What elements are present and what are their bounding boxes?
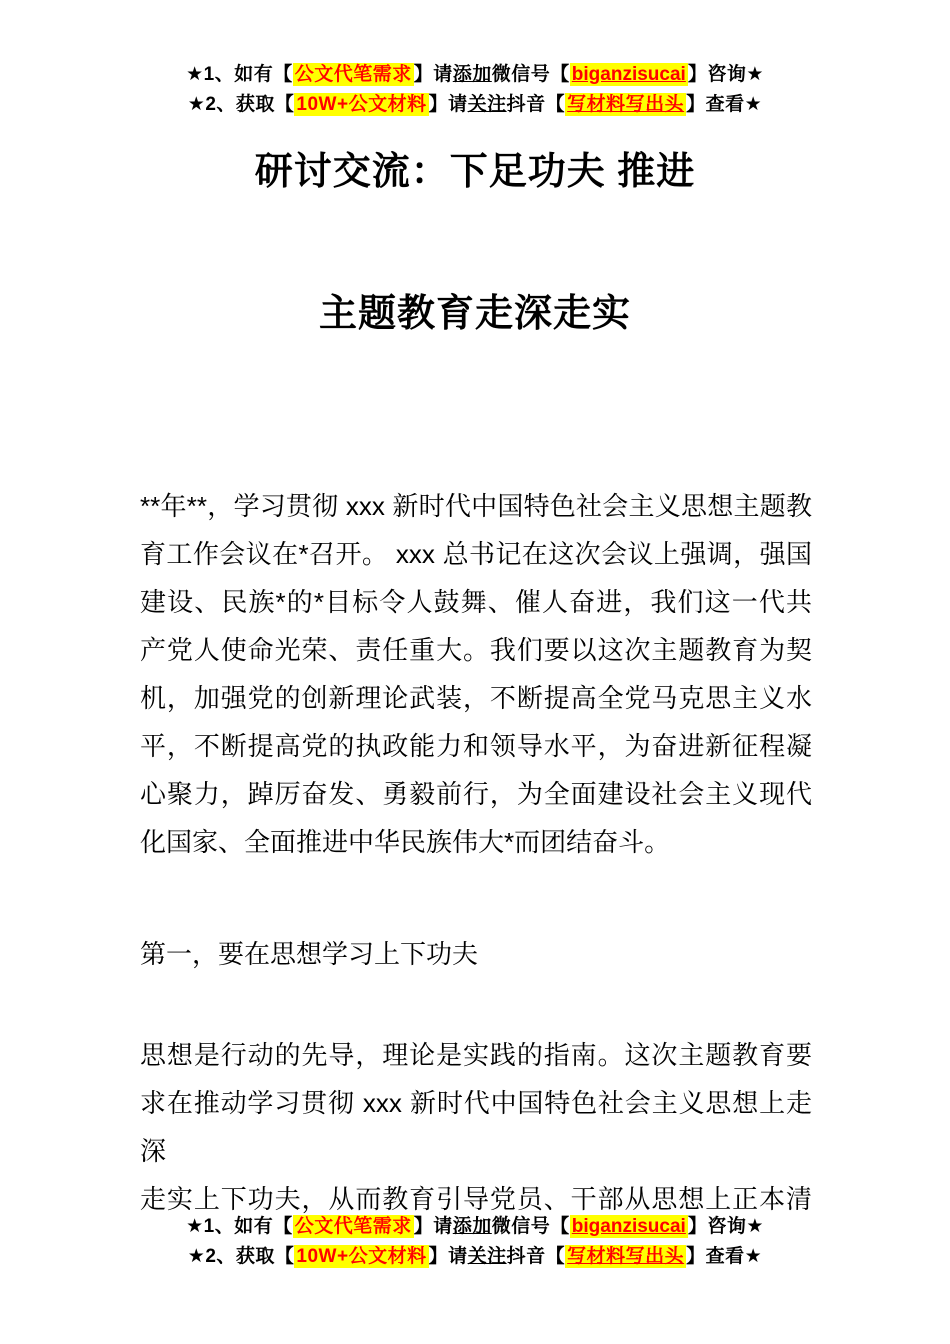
- promo-text: 】查看★: [686, 94, 763, 115]
- promo-text: ★2、获取【: [187, 94, 295, 115]
- promo-wechat-id: biganzisucai: [571, 1216, 686, 1237]
- footer-promo: [0, 1212, 950, 1272]
- promo-text: 微信号【: [491, 64, 570, 85]
- paragraph-1: [140, 482, 812, 866]
- footer-promo-line-1: [0, 1212, 950, 1242]
- promo-underline-add: 添加: [452, 64, 492, 85]
- promo-highlight-materials: 10W+公文材料: [296, 94, 427, 115]
- header-promo-line-1: [0, 60, 950, 90]
- body-line: 平，不断提高党的执政能力和领导水平，为奋进新征程凝: [140, 731, 812, 761]
- promo-text: 】请: [413, 64, 453, 85]
- promo-text: 】请: [413, 1216, 453, 1237]
- body-line: 求在推动学习贯彻 xxx 新时代中国特色社会主义思想上走深: [140, 1088, 812, 1166]
- promo-text: ★1、如有【: [186, 64, 293, 85]
- body-line: **年**，学习贯彻 xxx 新时代中国特色社会主义思想主题教: [140, 491, 812, 521]
- header-promo-line-2: [0, 90, 950, 120]
- body-line: 机，加强党的创新理论武装，不断提高全党马克思主义水: [140, 683, 812, 713]
- promo-highlight-service: 公文代笔需求: [294, 64, 412, 85]
- document-title-line-1: 研讨交流：下足功夫 推进: [254, 151, 696, 193]
- body-line: 建设、民族*的*目标令人鼓舞、催人奋进，我们这一代共: [140, 587, 812, 617]
- promo-underline-follow: 关注: [467, 1246, 507, 1267]
- body-line: 产党人使命光荣、责任重大。我们要以这次主题教育为契: [140, 635, 812, 665]
- body-line: 化国家、全面推进中华民族伟大*而团结奋斗。: [140, 827, 671, 857]
- footer-promo-line-2: [0, 1242, 950, 1272]
- section-heading-1: 第一，要在思想学习上下功夫: [140, 939, 479, 969]
- promo-wechat-id: biganzisucai: [571, 64, 686, 85]
- promo-text: 】请: [428, 94, 468, 115]
- promo-text: 】请: [428, 1246, 468, 1267]
- promo-text: 微信号【: [491, 1216, 570, 1237]
- body-line: 走实上下功夫，从而教育引导党员、干部从思想上正本清: [140, 1184, 812, 1214]
- promo-highlight-materials: 10W+公文材料: [296, 1246, 427, 1267]
- promo-text: 】咨询★: [687, 1216, 764, 1237]
- promo-underline-add: 添加: [452, 1216, 492, 1237]
- promo-text: 】咨询★: [687, 64, 764, 85]
- promo-underline-follow: 关注: [467, 94, 507, 115]
- document-body: [140, 482, 812, 1223]
- document-title-line-2: 主题教育走深走实: [318, 293, 631, 335]
- promo-text: 】查看★: [686, 1246, 763, 1267]
- promo-text: 抖音【: [506, 94, 566, 115]
- body-line: 育工作会议在*召开。 xxx 总书记在这次会议上强调，强国: [140, 539, 812, 569]
- promo-text: ★2、获取【: [187, 1246, 295, 1267]
- body-line: 心聚力，踔厉奋发、勇毅前行，为全面建设社会主义现代: [140, 779, 812, 809]
- paragraph-2: [140, 1031, 812, 1223]
- body-line: 思想是行动的先导，理论是实践的指南。这次主题教育要: [140, 1040, 812, 1070]
- promo-highlight-service: 公文代笔需求: [294, 1216, 412, 1237]
- header-promo: [0, 60, 950, 120]
- promo-text: 抖音【: [506, 1246, 566, 1267]
- promo-text: ★1、如有【: [186, 1216, 293, 1237]
- promo-douyin-id: 写材料写出头: [567, 1246, 685, 1267]
- promo-douyin-id: 写材料写出头: [567, 94, 685, 115]
